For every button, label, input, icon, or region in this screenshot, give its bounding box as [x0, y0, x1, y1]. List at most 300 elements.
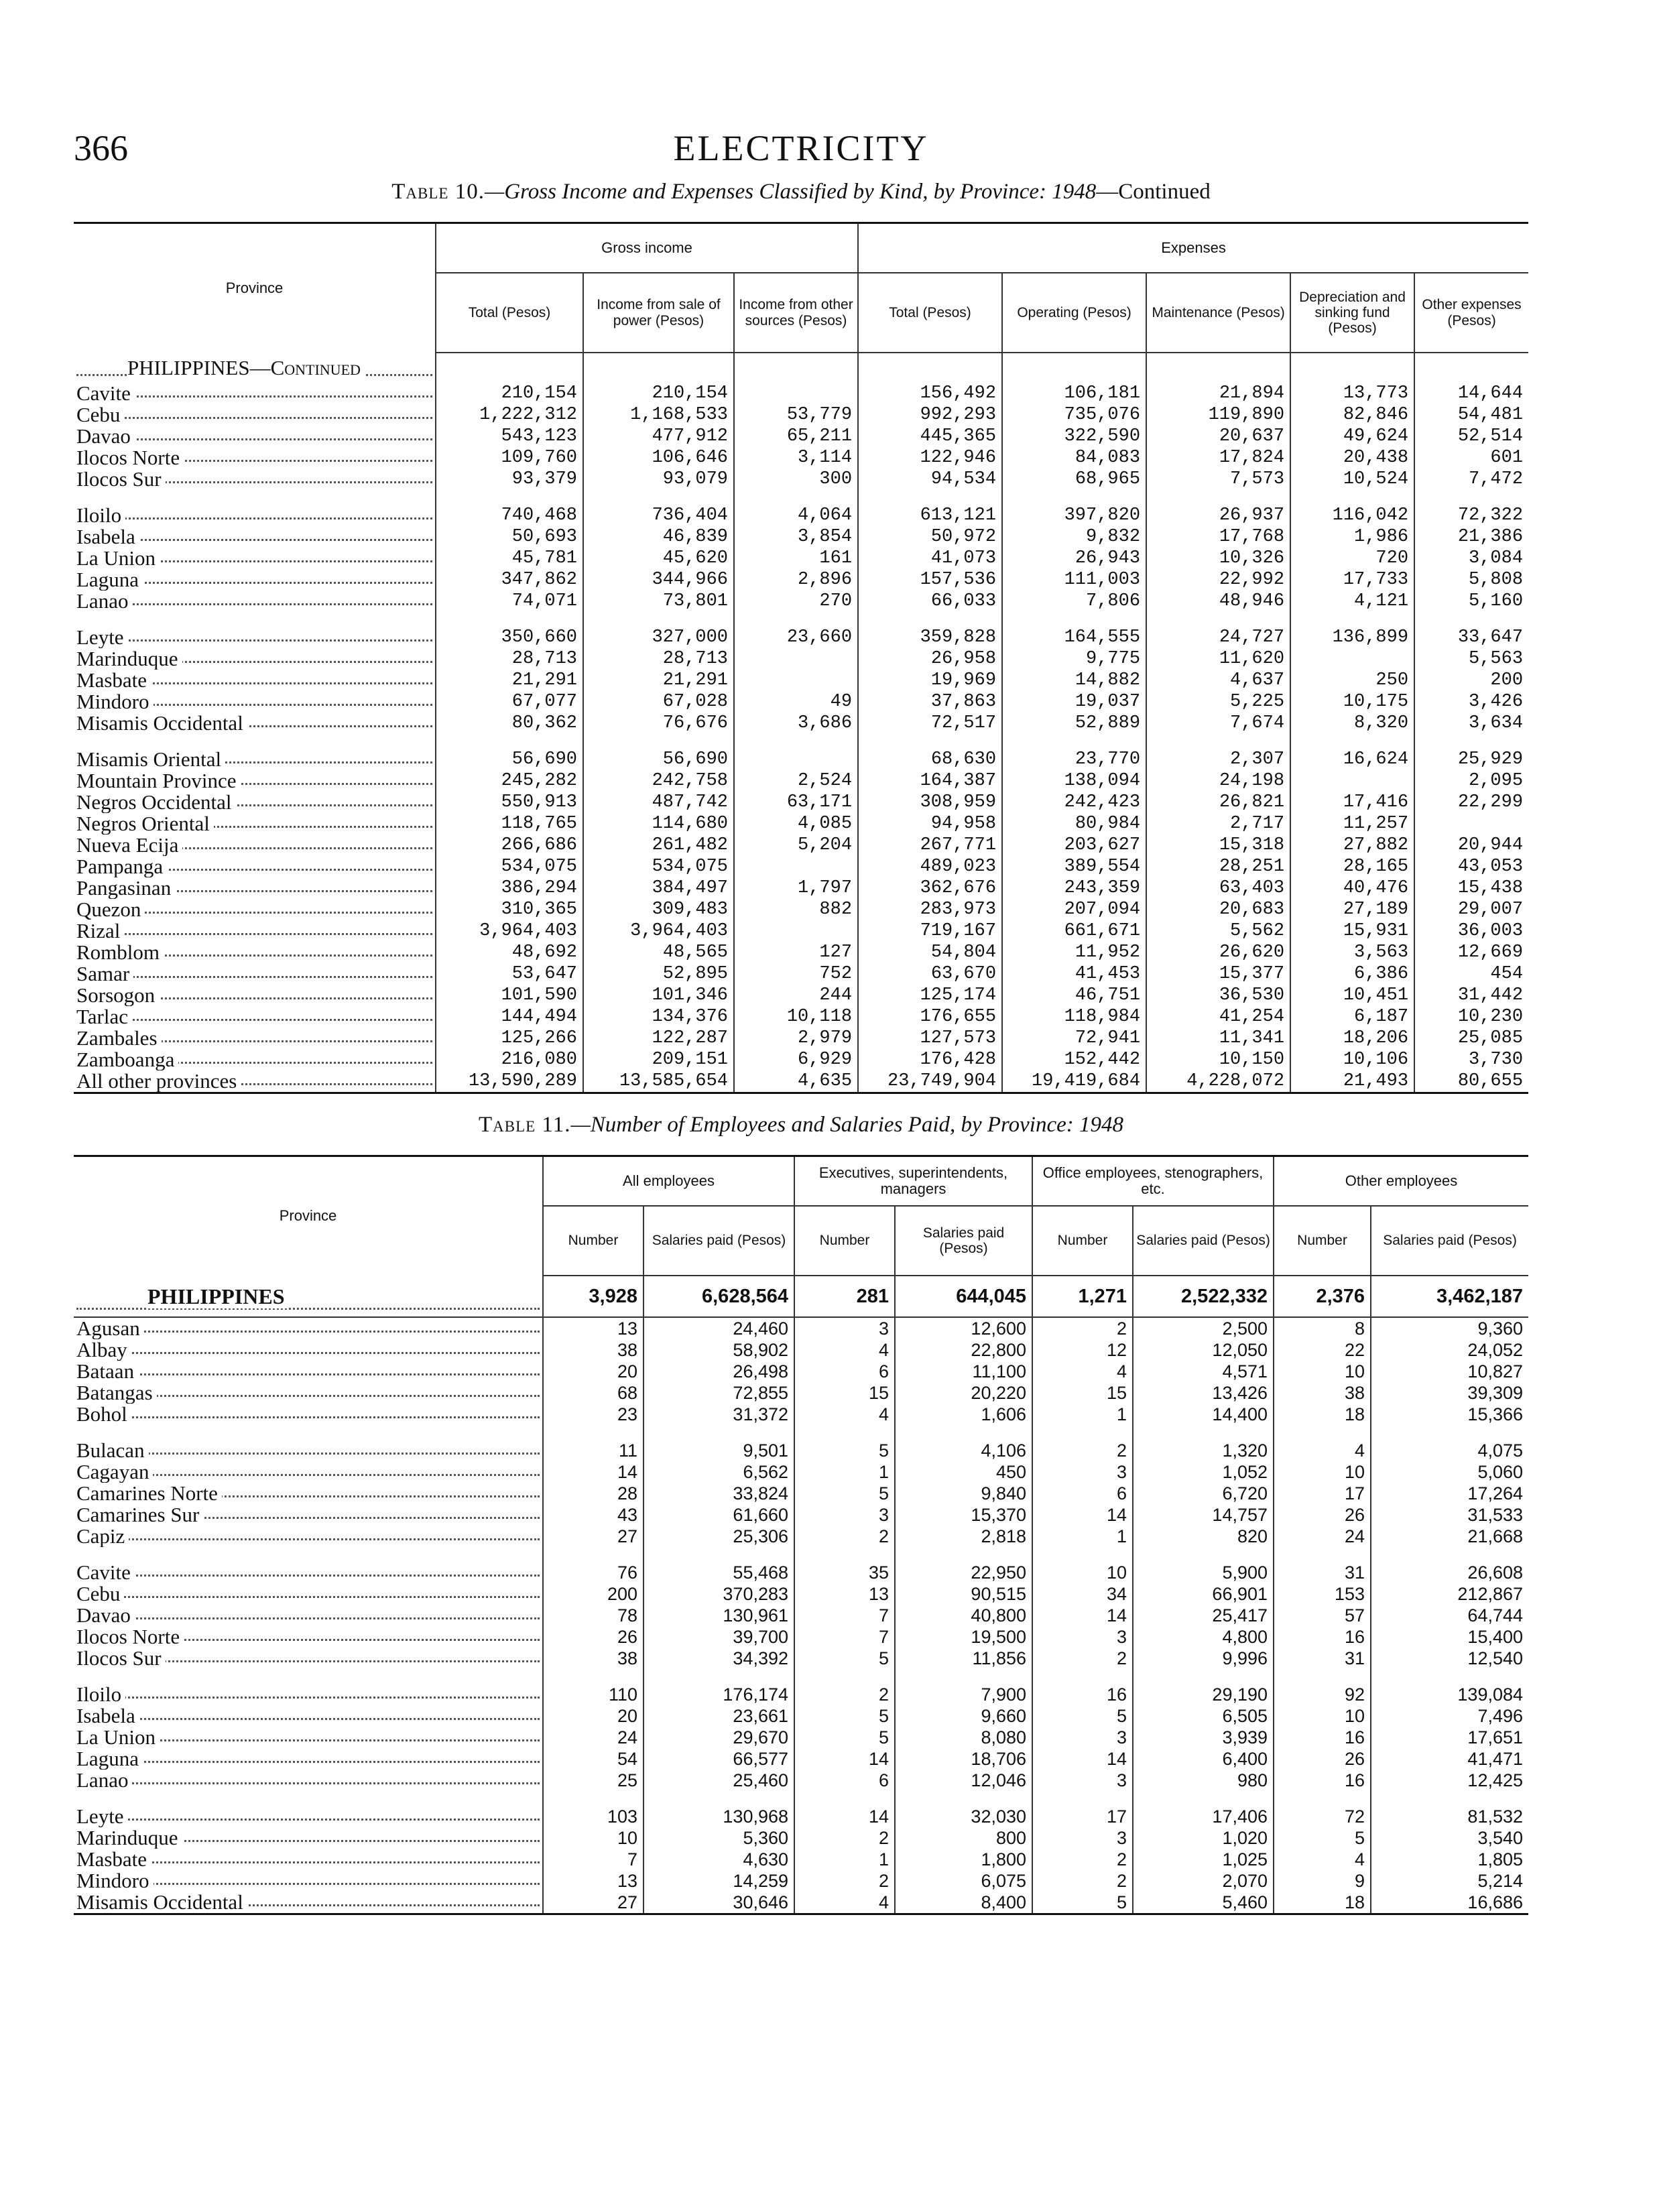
page-number: 366 [74, 128, 128, 168]
table11-value-cell: 72 [1274, 1806, 1371, 1827]
table11-row-lanao [74, 1770, 1528, 1791]
table10-value-cell: 72,517 [858, 713, 1002, 734]
table11-value-cell: 1,805 [1371, 1849, 1528, 1870]
table10-value-cell: 14,644 [1414, 383, 1528, 404]
table10-value-cell: 82,846 [1290, 404, 1414, 426]
table10-value-cell: 534,075 [436, 856, 583, 877]
table10-value-cell: 74,071 [436, 591, 583, 612]
table10-value-cell: 10,175 [1290, 691, 1414, 713]
table10-col-header: Depreciation and sinking fund (Pesos) [1290, 273, 1414, 353]
table10-province-cell: All other provinces [74, 1070, 436, 1093]
table11-value-cell: 61,660 [643, 1504, 794, 1526]
table10-province-cell: Pangasinan [74, 877, 436, 899]
table10-value-cell: 11,620 [1146, 648, 1290, 670]
page-title: ELECTRICITY [673, 128, 929, 168]
table10-value-cell: 72,322 [1414, 505, 1528, 526]
table11-value-cell: 12,050 [1133, 1339, 1274, 1361]
table11-row-misamis-occidental [74, 1892, 1528, 1914]
table10-value-cell: 138,094 [1002, 770, 1146, 792]
table11-value-cell: 16 [1274, 1770, 1371, 1791]
table11-value-cell: 33,824 [643, 1483, 794, 1504]
table10-value-cell: 310,365 [436, 899, 583, 920]
table10-value-cell [734, 383, 858, 404]
table10-value-cell: 17,733 [1290, 569, 1414, 591]
table11-value-cell: 2,522,332 [1133, 1276, 1274, 1317]
table11-value-cell: 9,360 [1371, 1317, 1528, 1339]
table10-value-cell: 36,003 [1414, 920, 1528, 942]
table10-value-cell [734, 648, 858, 670]
table11-group-header: Executives, superintendents, managers [794, 1156, 1032, 1207]
table10-value-cell: 50,693 [436, 526, 583, 548]
table10-col-header: Income from sale of power (Pesos) [583, 273, 734, 353]
table10-value-cell: 136,899 [1290, 627, 1414, 648]
table11-value-cell: 5,360 [643, 1827, 794, 1849]
table11-value-cell: 8,080 [895, 1727, 1032, 1748]
table10-value-cell: 28,165 [1290, 856, 1414, 877]
table11-col-header: Salaries paid (Pesos) [643, 1206, 794, 1276]
table10-value-cell: 21,493 [1290, 1070, 1414, 1093]
table10-row-leyte [74, 627, 1528, 648]
table10-value-cell: 134,376 [583, 1006, 734, 1028]
table10-province-cell: Marinduque [74, 648, 436, 670]
table10-value-cell: 21,386 [1414, 526, 1528, 548]
table10-value-cell: 2,979 [734, 1028, 858, 1049]
table11-value-cell: 5,900 [1133, 1562, 1274, 1583]
table10-caption [74, 180, 1528, 204]
table11-value-cell: 16 [1032, 1684, 1133, 1705]
table10-value-cell: 397,820 [1002, 505, 1146, 526]
table11-value-cell: 5,214 [1371, 1870, 1528, 1892]
table11-value-cell: 2 [794, 1827, 895, 1849]
table10-value-cell: 5,160 [1414, 591, 1528, 612]
table10-value-cell: 5,225 [1146, 691, 1290, 713]
table11-value-cell: 139,084 [1371, 1684, 1528, 1705]
table11-value-cell: 3,540 [1371, 1827, 1528, 1849]
table11-value-cell: 8 [1274, 1317, 1371, 1339]
table11-value-cell: 13 [543, 1317, 643, 1339]
table11-value-cell: 5 [794, 1648, 895, 1669]
table10-value-cell: 209,151 [583, 1049, 734, 1070]
table10-value-cell: 661,671 [1002, 920, 1146, 942]
table10-value-cell: 48,565 [583, 942, 734, 963]
table10-value-cell: 3,084 [1414, 548, 1528, 569]
table10-value-cell: 1,986 [1290, 526, 1414, 548]
table11-col-header: Number [794, 1206, 895, 1276]
page-header [74, 127, 1528, 174]
table11-value-cell: 4,800 [1133, 1626, 1274, 1648]
table11-value-cell: 15,370 [895, 1504, 1032, 1526]
table10-province-cell: Samar [74, 963, 436, 985]
table11-value-cell: 14,757 [1133, 1504, 1274, 1526]
table10-row-negros-oriental [74, 813, 1528, 835]
table11-value-cell: 25 [543, 1770, 643, 1791]
table10-row-isabela [74, 526, 1528, 548]
table11-value-cell: 30,646 [643, 1892, 794, 1914]
table10-value-cell: 48,946 [1146, 591, 1290, 612]
table10-gross-income-header: Gross income [436, 223, 858, 273]
table10-value-cell: 10,150 [1146, 1049, 1290, 1070]
table10-value-cell: 362,676 [858, 877, 1002, 899]
table10-province-cell: Laguna [74, 569, 436, 591]
table11-value-cell: 76 [543, 1562, 643, 1583]
table10-value-cell: 23,660 [734, 627, 858, 648]
table11-value-cell: 29,670 [643, 1727, 794, 1748]
table10-value-cell: 11,952 [1002, 942, 1146, 963]
table11-value-cell: 24,460 [643, 1317, 794, 1339]
table11-value-cell: 3,939 [1133, 1727, 1274, 1748]
table11-value-cell: 2 [794, 1870, 895, 1892]
table11-row-mindoro [74, 1870, 1528, 1892]
table11-value-cell: 78 [543, 1605, 643, 1626]
table11-group-header: All employees [543, 1156, 794, 1207]
table11-value-cell: 2,376 [1274, 1276, 1371, 1317]
table11-value-cell: 10 [1274, 1361, 1371, 1382]
table10-value-cell: 46,839 [583, 526, 734, 548]
table11-row-leyte [74, 1806, 1528, 1827]
table10-value-cell: 10,106 [1290, 1049, 1414, 1070]
table10-value-cell: 243,359 [1002, 877, 1146, 899]
table11-row-cagayan [74, 1461, 1528, 1483]
table10-province-cell: Lanao [74, 591, 436, 612]
table10-province-cell: Davao [74, 426, 436, 447]
table11-value-cell: 21,668 [1371, 1526, 1528, 1547]
table11-province-cell: Batangas [74, 1382, 543, 1404]
table10-value-cell: 6,187 [1290, 1006, 1414, 1028]
table10-value-cell: 22,299 [1414, 792, 1528, 813]
table11-province-cell: Marinduque [74, 1827, 543, 1849]
table11-label: Table 11. [478, 1113, 571, 1137]
table11-value-cell: 92 [1274, 1684, 1371, 1705]
table10-value-cell: 56,690 [583, 749, 734, 770]
table11-value-cell: 20,220 [895, 1382, 1032, 1404]
table10-value-cell: 106,181 [1002, 383, 1146, 404]
table10-value-cell: 23,749,904 [858, 1070, 1002, 1093]
table10-row-romblom [74, 942, 1528, 963]
table10-value-cell: 41,453 [1002, 963, 1146, 985]
table11-value-cell: 3 [1032, 1626, 1133, 1648]
table10-row-lanao [74, 591, 1528, 612]
table11-value-cell: 14 [794, 1748, 895, 1770]
table10-value-cell: 15,377 [1146, 963, 1290, 985]
table11-value-cell: 17 [1032, 1806, 1133, 1827]
table10-value-cell: 4,228,072 [1146, 1070, 1290, 1093]
table11-value-cell: 16,686 [1371, 1892, 1528, 1914]
table10 [74, 222, 1528, 1094]
table10-value-cell: 23,770 [1002, 749, 1146, 770]
table11-province-cell: Lanao [74, 1770, 543, 1791]
table10-value-cell: 63,171 [734, 792, 858, 813]
table10-value-cell: 176,655 [858, 1006, 1002, 1028]
table11-value-cell: 23 [543, 1404, 643, 1425]
table10-value-cell: 25,085 [1414, 1028, 1528, 1049]
table10-value-cell: 534,075 [583, 856, 734, 877]
table11-value-cell: 5 [794, 1727, 895, 1748]
table10-value-cell: 122,287 [583, 1028, 734, 1049]
table10-value-cell: 17,768 [1146, 526, 1290, 548]
table11-value-cell: 6,720 [1133, 1483, 1274, 1504]
table10-value-cell [1290, 648, 1414, 670]
table11-province-cell: Capiz [74, 1526, 543, 1547]
table11-value-cell: 8,400 [895, 1892, 1032, 1914]
table11-value-cell: 3,462,187 [1371, 1276, 1528, 1317]
table10-province-cell: Rizal [74, 920, 436, 942]
table10-value-cell: 68,630 [858, 749, 1002, 770]
table10-province-cell: Romblom [74, 942, 436, 963]
table10-value-cell: 8,320 [1290, 713, 1414, 734]
table10-value-cell: 5,563 [1414, 648, 1528, 670]
table11-value-cell: 4,106 [895, 1440, 1032, 1461]
table11-value-cell: 31 [1274, 1562, 1371, 1583]
table10-value-cell: 28,713 [436, 648, 583, 670]
table11-value-cell: 12,425 [1371, 1770, 1528, 1791]
table11-value-cell: 10 [1032, 1562, 1133, 1583]
table11-value-cell: 281 [794, 1276, 895, 1317]
table10-value-cell: 736,404 [583, 505, 734, 526]
table11-value-cell: 980 [1133, 1770, 1274, 1791]
table11-value-cell: 57 [1274, 1605, 1371, 1626]
table10-value-cell: 54,804 [858, 942, 1002, 963]
table11-value-cell: 370,283 [643, 1583, 794, 1605]
table10-value-cell: 3,964,403 [583, 920, 734, 942]
table10-value-cell: 327,000 [583, 627, 734, 648]
table11-row-cebu [74, 1583, 1528, 1605]
table11-value-cell: 25,460 [643, 1770, 794, 1791]
table11-value-cell: 6 [794, 1770, 895, 1791]
table10-value-cell: 7,806 [1002, 591, 1146, 612]
table11-value-cell: 66,901 [1133, 1583, 1274, 1605]
table10-value-cell: 93,379 [436, 469, 583, 490]
table10-province-cell: Iloilo [74, 505, 436, 526]
table11-province-cell: Camarines Sur [74, 1504, 543, 1526]
table11-value-cell: 11,856 [895, 1648, 1032, 1669]
table10-value-cell: 6,386 [1290, 963, 1414, 985]
table10-row-cavite [74, 383, 1528, 404]
table11-value-cell: 6,562 [643, 1461, 794, 1483]
table11-row-cavite [74, 1562, 1528, 1583]
table10-value-cell: 68,965 [1002, 469, 1146, 490]
table10-value-cell: 266,686 [436, 835, 583, 856]
table10-value-cell: 116,042 [1290, 505, 1414, 526]
table10-row-ilocos-sur [74, 469, 1528, 490]
table11-value-cell: 90,515 [895, 1583, 1032, 1605]
table11-value-cell: 2 [1032, 1317, 1133, 1339]
table10-value-cell: 13,585,654 [583, 1070, 734, 1093]
table10-row-quezon [74, 899, 1528, 920]
table10-value-cell: 203,627 [1002, 835, 1146, 856]
table10-label: Table 10. [391, 180, 485, 204]
table10-value-cell: 52,514 [1414, 426, 1528, 447]
table11-value-cell: 6,400 [1133, 1748, 1274, 1770]
table10-value-cell: 386,294 [436, 877, 583, 899]
table10-value-cell: 300 [734, 469, 858, 490]
table10-value-cell: 10,451 [1290, 985, 1414, 1006]
table10-value-cell: 487,742 [583, 792, 734, 813]
table10-value-cell: 114,680 [583, 813, 734, 835]
table11-value-cell: 7 [794, 1605, 895, 1626]
table10-value-cell: 5,204 [734, 835, 858, 856]
table11-value-cell: 43 [543, 1504, 643, 1526]
table11-value-cell: 4,571 [1133, 1361, 1274, 1382]
table10-value-cell: 7,472 [1414, 469, 1528, 490]
table10-value-cell: 56,690 [436, 749, 583, 770]
table10-value-cell: 101,590 [436, 985, 583, 1006]
table10-value-cell: 84,083 [1002, 447, 1146, 469]
table11-value-cell: 1,271 [1032, 1276, 1133, 1317]
table10-row-negros-occidental [74, 792, 1528, 813]
table11-row-bataan [74, 1361, 1528, 1382]
table11-value-cell: 9,996 [1133, 1648, 1274, 1669]
table10-value-cell: 49,624 [1290, 426, 1414, 447]
table10-row-la-union [74, 548, 1528, 569]
table11-row-bohol [74, 1404, 1528, 1425]
table10-value-cell: 992,293 [858, 404, 1002, 426]
table11-province-cell: Bulacan [74, 1440, 543, 1461]
table11-value-cell: 10,827 [1371, 1361, 1528, 1382]
table10-value-cell: 164,387 [858, 770, 1002, 792]
table11-value-cell: 7 [543, 1849, 643, 1870]
table10-value-cell: 43,053 [1414, 856, 1528, 877]
table10-province-cell: Negros Occidental [74, 792, 436, 813]
table10-value-cell: 4,064 [734, 505, 858, 526]
table10-value-cell: 31,442 [1414, 985, 1528, 1006]
table10-value-cell: 157,536 [858, 569, 1002, 591]
table10-value-cell [1414, 813, 1528, 835]
table11-province-cell: Leyte [74, 1806, 543, 1827]
table11-value-cell: 1 [794, 1849, 895, 1870]
table11-row-davao [74, 1605, 1528, 1626]
table10-province-cell: Zambales [74, 1028, 436, 1049]
table11-value-cell: 14,400 [1133, 1404, 1274, 1425]
table11-value-cell: 4 [794, 1404, 895, 1425]
table11-value-cell: 35 [794, 1562, 895, 1583]
table11-value-cell: 54 [543, 1748, 643, 1770]
table11-province-cell: Laguna [74, 1748, 543, 1770]
table10-value-cell: 63,403 [1146, 877, 1290, 899]
table11-value-cell: 5 [1032, 1705, 1133, 1727]
table11-value-cell: 34,392 [643, 1648, 794, 1669]
table10-value-cell: 52,895 [583, 963, 734, 985]
table11-row-isabela [74, 1705, 1528, 1727]
table11-row-camarines-sur [74, 1504, 1528, 1526]
table10-value-cell: 216,080 [436, 1049, 583, 1070]
table10-col-header: Maintenance (Pesos) [1146, 273, 1290, 353]
table10-value-cell: 1,222,312 [436, 404, 583, 426]
table10-value-cell: 72,941 [1002, 1028, 1146, 1049]
table11-value-cell: 34 [1032, 1583, 1133, 1605]
table10-value-cell: 17,824 [1146, 447, 1290, 469]
table11-row-agusan [74, 1317, 1528, 1339]
table10-value-cell: 20,637 [1146, 426, 1290, 447]
table10-value-cell: 53,779 [734, 404, 858, 426]
table10-value-cell: 41,254 [1146, 1006, 1290, 1028]
table10-value-cell: 2,095 [1414, 770, 1528, 792]
table11-value-cell: 3 [1032, 1770, 1133, 1791]
table11-value-cell: 14 [794, 1806, 895, 1827]
table11-col-header: Number [1032, 1206, 1133, 1276]
table11-value-cell: 2,500 [1133, 1317, 1274, 1339]
table10-value-cell: 37,863 [858, 691, 1002, 713]
table10-row-zamboanga [74, 1049, 1528, 1070]
table11-value-cell: 3,928 [543, 1276, 643, 1317]
table11-value-cell: 17,264 [1371, 1483, 1528, 1504]
table11-value-cell: 4,630 [643, 1849, 794, 1870]
table10-value-cell: 101,346 [583, 985, 734, 1006]
table11-province-cell: Misamis Occidental [74, 1892, 543, 1914]
table10-value-cell: 48,692 [436, 942, 583, 963]
table10-row-pampanga [74, 856, 1528, 877]
table10-value-cell: 261,482 [583, 835, 734, 856]
table11-value-cell: 7 [794, 1626, 895, 1648]
table11-value-cell: 19,500 [895, 1626, 1032, 1648]
table11-value-cell: 3 [794, 1317, 895, 1339]
table10-value-cell: 882 [734, 899, 858, 920]
table11-value-cell: 5 [794, 1705, 895, 1727]
table11-value-cell: 31,533 [1371, 1504, 1528, 1526]
table10-province-cell: Tarlac [74, 1006, 436, 1028]
table11-row-bulacan [74, 1440, 1528, 1461]
table11-row-masbate [74, 1849, 1528, 1870]
table11-value-cell: 1,800 [895, 1849, 1032, 1870]
table10-row-laguna [74, 569, 1528, 591]
table10-value-cell: 344,966 [583, 569, 734, 591]
table11-value-cell: 26 [1274, 1748, 1371, 1770]
table10-value-cell: 21,291 [583, 670, 734, 691]
table11-value-cell: 10 [1274, 1461, 1371, 1483]
table11-value-cell: 15 [794, 1382, 895, 1404]
table10-value-cell: 127 [734, 942, 858, 963]
table10-value-cell: 12,669 [1414, 942, 1528, 963]
table11-value-cell: 200 [543, 1583, 643, 1605]
table10-value-cell: 3,686 [734, 713, 858, 734]
table11-row-la-union [74, 1727, 1528, 1748]
table11-value-cell: 32,030 [895, 1806, 1032, 1827]
table11-province-cell: Ilocos Sur [74, 1648, 543, 1669]
table10-value-cell: 10,118 [734, 1006, 858, 1028]
table11-value-cell: 6 [794, 1361, 895, 1382]
table10-continued: —Continued [1096, 180, 1211, 204]
table10-value-cell: 161 [734, 548, 858, 569]
table11-value-cell: 176,174 [643, 1684, 794, 1705]
table11-value-cell: 2,818 [895, 1526, 1032, 1547]
table11-value-cell: 26 [1274, 1504, 1371, 1526]
table11-value-cell: 2 [1032, 1849, 1133, 1870]
table10-value-cell: 27,189 [1290, 899, 1414, 920]
table11-value-cell: 12,046 [895, 1770, 1032, 1791]
table10-province-cell: Quezon [74, 899, 436, 920]
table10-value-cell: 26,943 [1002, 548, 1146, 569]
table11-province-cell: La Union [74, 1727, 543, 1748]
table10-value-cell [734, 670, 858, 691]
table10-value-cell: 33,647 [1414, 627, 1528, 648]
table11-value-cell: 58,902 [643, 1339, 794, 1361]
table11-value-cell: 16 [1274, 1626, 1371, 1648]
table10-value-cell: 3,634 [1414, 713, 1528, 734]
table10-province-cell: Misamis Oriental [74, 749, 436, 770]
table10-col-header: Other expenses (Pesos) [1414, 273, 1528, 353]
table10-value-cell: 24,198 [1146, 770, 1290, 792]
table11-row-laguna [74, 1748, 1528, 1770]
table11-value-cell: 212,867 [1371, 1583, 1528, 1605]
table11-value-cell: 38 [543, 1648, 643, 1669]
table10-value-cell: 50,972 [858, 526, 1002, 548]
table10-value-cell: 1,168,533 [583, 404, 734, 426]
table11-province-cell: Cagayan [74, 1461, 543, 1483]
table11-value-cell: 12,600 [895, 1317, 1032, 1339]
table11-province-cell: Masbate [74, 1849, 543, 1870]
row-spacer [74, 1791, 1528, 1806]
table10-value-cell: 125,266 [436, 1028, 583, 1049]
table11-value-cell: 103 [543, 1806, 643, 1827]
